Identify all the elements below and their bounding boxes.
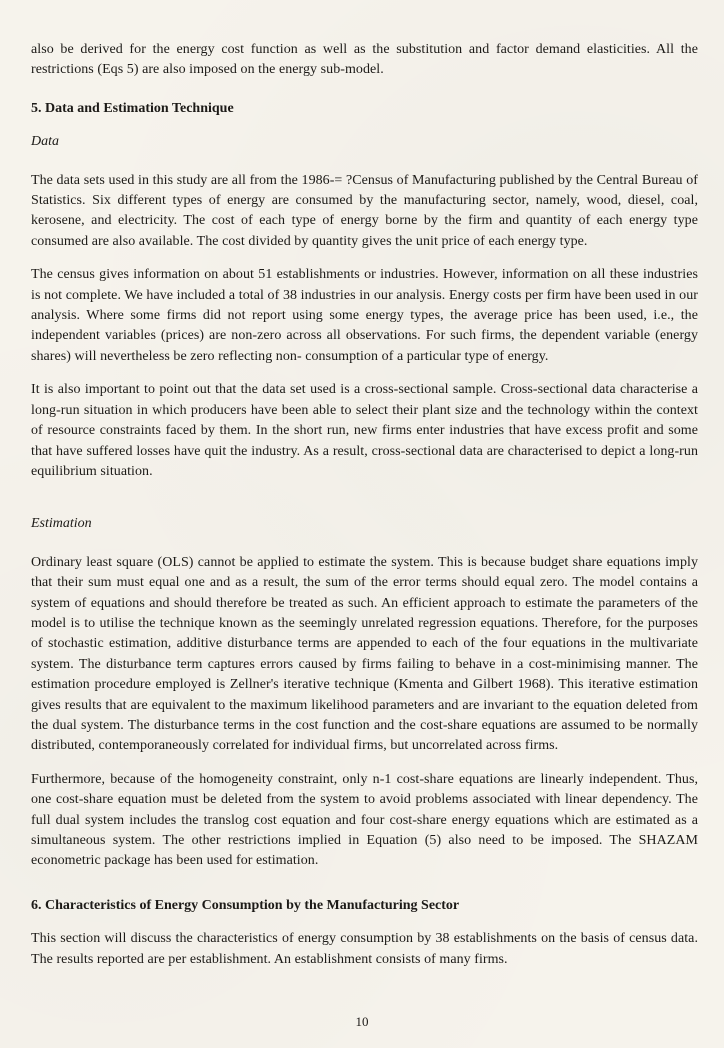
estimation-subheading: Estimation xyxy=(31,516,92,532)
page-number: 10 xyxy=(355,1014,369,1029)
estimation-paragraph-2: Furthermore, because of the homogeneity constraint, only n-1 cost-share equations are linearly independent. Thus, one cost-share equation must be deleted from the system to avoid problems associated with linear dependency. The full dual system includes the translog cost equation and four cost-share energy equations which are estimated as a simultaneous system. The other restrictions implied in Equation (5) also need to be imposed. The SHAZAM econometric package has been used for estimation. xyxy=(31,771,698,869)
page-content xyxy=(31,40,698,970)
data-subheading: Data xyxy=(31,134,59,150)
data-paragraph-1: The data sets used in this study are all from the 1986-= ?Census of Manufacturing published by the Central Bureau of Statistics. Six different types of energy are consumed by the manufacturing sector, namely, wood, diesel, coal, kerosene, and electricity. The cost of each type of energy borne by the firm and quantity of each energy type consumed are also available. The cost divided by quantity gives the unit price of each energy type. xyxy=(31,172,698,249)
estimation-paragraph-1: Ordinary least square (OLS) cannot be applied to estimate the system. This is because budget share equations imply that their sum must equal one and as a result, the sum of the error terms should equal zero. The model contains a system of equations and should therefore be treated as such. An efficient approach to estimate the parameters of the model is to utilise the technique known as the seemingly unrelated regression equations. Therefore, for the purposes of stochastic estimation, additive disturbance terms are appended to each of the four equations in the multivariate system. The disturbance term captures errors caused by firms failing to behave in a cost-minimising manner. The estimation procedure employed is Zellner's iterative technique (Kmenta and Gilbert 1968). This iterative estimation gives results that are equivalent to the maximum likelihood parameters and are invariant to the equation deleted from the dual system. The disturbance terms in the cost function and the cost-share equations are assumed to be normally distributed, contemporaneously correlated for individual firms, but uncorrelated across firms. xyxy=(31,554,698,754)
data-paragraph-2: The census gives information on about 51 establishments or industries. However, information on all these industries is not complete. We have included a total of 38 industries in our analysis. Energy costs per firm have been used in our analysis. Where some firms did not report using some energy types, the average price has been used, i.e., the independent variables (prices) are non-zero across all observations. For such firms, the dependent variable (energy shares) will nevertheless be zero reflecting non- consumption of a particular type of energy. xyxy=(31,267,698,364)
section-6-paragraph: This section will discuss the characteristics of energy consumption by 38 establishments on the basis of census data. The results reported are per establishment. An establishment consists of many firms. xyxy=(31,931,698,967)
section-6-heading: 6. Characteristics of Energy Consumption by the Manufacturing Sector xyxy=(31,897,460,913)
data-paragraph-3: It is also important to point out that the data set used is a cross-sectional sample. Cross-sectional data characterise a long-run situation in which producers have been able to select their plant size and the technology within the context of resource constraints faced by them. In the short run, new firms enter industries that have excess profit and some that have suffered losses have quit the industry. As a result, cross-sectional data are characterised to depict a long-run equilibrium situation. xyxy=(31,382,698,479)
section-5-heading: 5. Data and Estimation Technique xyxy=(31,100,234,116)
intro-paragraph: also be derived for the energy cost function as well as the substitution and factor demand elasticities. All the restrictions (Eqs 5) are also imposed on the energy sub-model. xyxy=(31,42,698,78)
